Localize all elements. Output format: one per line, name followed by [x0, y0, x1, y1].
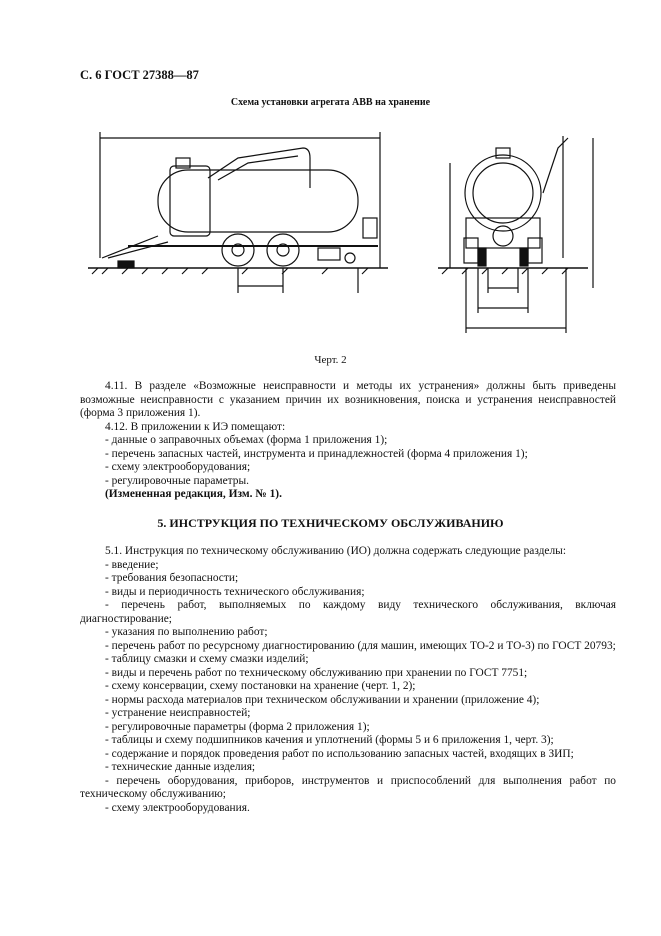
list-item: - перечень оборудования, приборов, инструментов и приспособлений для выполнения работ по техническому обслуживанию; [80, 774, 616, 800]
list-item: - виды и периодичность технического обслуживания; [105, 585, 365, 598]
storage-scheme-drawing [88, 118, 608, 348]
list-item: - данные о заправочных объемах (форма 1 приложения 1); [105, 434, 388, 446]
list-item: - регулировочные параметры. [105, 474, 249, 487]
list-item: - указания по выполнению работ; [105, 626, 268, 638]
list-item: - схему электрооборудования. [105, 801, 250, 814]
list-item: - перечень работ, выполняемых по каждому виду технического обслуживания, включая диагностирование; [80, 599, 616, 625]
end-view [438, 136, 593, 333]
paragraph: 5.1. Инструкция по техническому обслуживанию (ИО) должна содержать следующие разделы: [105, 545, 566, 557]
list-item: - нормы расхода материалов при техническом обслуживании и хранении (приложение 4); [105, 693, 540, 706]
list-item: - перечень работ по ресурсному диагностированию (для машин, имеющих ТО-2 и ТО-3) по ГОСТ 20793; [105, 639, 616, 652]
list-item: - технические данные изделия; [105, 761, 256, 773]
amendment-note: (Измененная редакция, Изм. № 1). [105, 488, 282, 500]
paragraph: 4.12. В приложении к ИЭ помещают: [105, 420, 286, 433]
list-item: - введение; [105, 558, 159, 571]
list-item: - регулировочные параметры (форма 2 приложения 1); [105, 720, 370, 733]
figure-title: Схема установки агрегата АВВ на хранение [230, 97, 431, 108]
list-item: - схему электрооборудования; [105, 461, 251, 473]
side-view [88, 132, 388, 293]
list-item: - устранение неисправностей; [105, 707, 251, 719]
list-item: - перечень запасных частей, инструмента и принадлежностей (форма 4 приложения 1); [105, 447, 528, 460]
list-item: - требования безопасности; [105, 572, 239, 584]
list-item: - таблицы и схему подшипников качения и уплотнений (формы 5 и 6 приложения 1, черт. 3); [105, 734, 554, 746]
section-5-text [80, 545, 616, 815]
paragraph: 4.11. В разделе «Возможные неисправности и методы их устранения» должны быть приведены возможные неисправности с указанием причин их возникновения, поиска и устранения неисправностей (форма 3 приложения 1). [80, 380, 616, 419]
list-item: - таблицу смазки и схему смазки изделий; [105, 653, 309, 665]
list-item: - виды и перечень работ по техническому обслуживанию при хранении по ГОСТ 7751; [105, 666, 528, 679]
list-item: - схему консервации, схему постановки на хранение (черт. 1, 2); [105, 680, 416, 692]
figure-caption: Черт. 2 [314, 354, 347, 366]
section-4-text [80, 380, 616, 502]
section-heading: 5. ИНСТРУКЦИЯ ПО ТЕХНИЧЕСКОМУ ОБСЛУЖИВАНИЮ [157, 516, 504, 530]
page-header: С. 6 ГОСТ 27388—87 [80, 68, 199, 82]
list-item: - содержание и порядок проведения работ по использованию запасных частей, входящих в ЗИП; [105, 747, 574, 760]
